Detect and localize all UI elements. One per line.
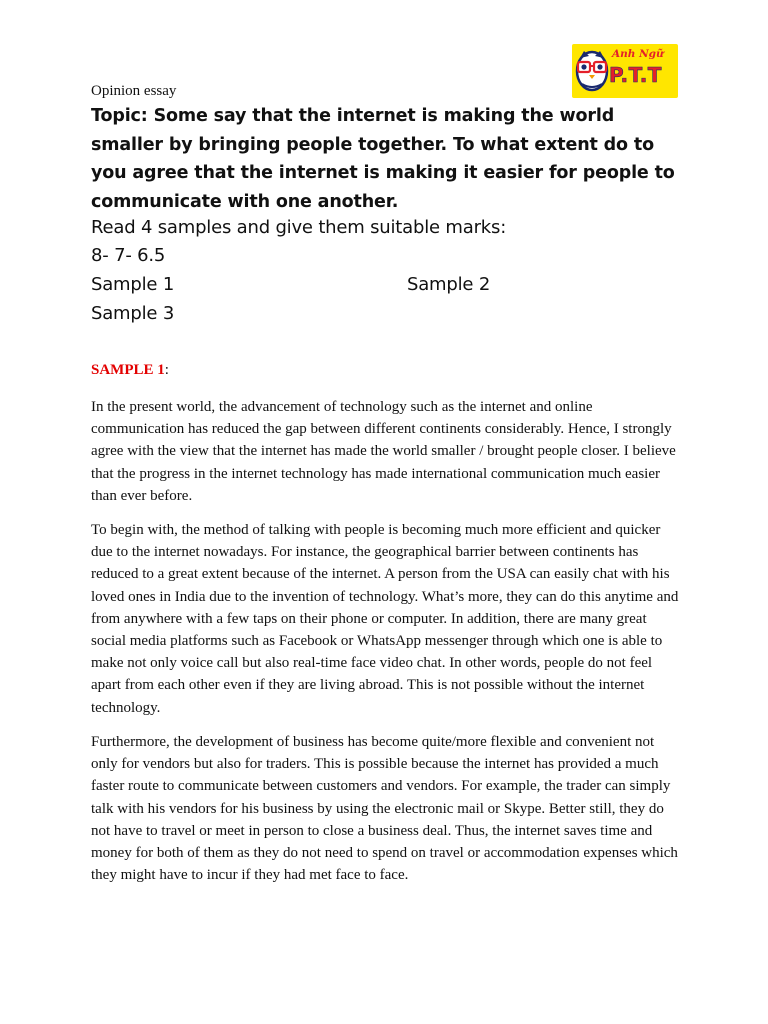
section-heading xyxy=(91,362,169,379)
section-heading-colon: : xyxy=(164,362,169,378)
document-type: Opinion essay xyxy=(91,83,177,99)
marks-list: 8- 7- 6.5 xyxy=(91,245,166,266)
paragraph-1: In the present world, the advancement of technology such as the internet and online communication has reduced the gap between different continents considerably. Hence, I strongly agree with the view that the internet has made the world smaller / brought people closer. I believe that the progress in the internet technology has made international communication much easier than ever before. xyxy=(91,399,676,504)
section-heading-label: SAMPLE 1 xyxy=(91,362,165,378)
logo-main-text: P.T.T xyxy=(609,63,662,87)
sample-label-1: Sample 1 xyxy=(91,274,175,295)
sample-label-3: Sample 3 xyxy=(91,303,175,324)
essay-topic: Topic: Some say that the internet is making the world smaller by bringing people together. To what extent do to you agree that the internet is making it easier for people to communicate with one another. xyxy=(91,106,675,212)
sample-label-2: Sample 2 xyxy=(407,274,491,295)
instruction: Read 4 samples and give them suitable marks: xyxy=(91,217,507,238)
paragraph-2: To begin with, the method of talking with people is becoming much more efficient and quicker due to the internet nowadays. For instance, the geographical barrier between continents has reduced to a great extent because of the internet. A person from the USA can easily chat with his loved ones in India due to the invention of technology. What’s more, they can do this anytime and from anywhere with a few taps on their phone or computer. In addition, there are many great social media platforms such as Facebook or WhatsApp messenger through which one is able to make not only voice call but also real-time face video chat. In other words, people do not feel apart from each other even if they are living abroad. This is not possible without the internet technology. xyxy=(91,522,679,716)
brand-logo xyxy=(572,44,678,98)
logo-script-text: Anh Ngữ xyxy=(612,48,664,60)
paragraph-3: Furthermore, the development of business has become quite/more flexible and convenient not only for vendors but also for traders. This is possible because the internet has provided a much faster route to communicate between customers and vendors. For example, the trader can simply talk with his vendors for his business by using the electronic mail or Skype. Better still, they do not have to travel or meet in person to close a business deal. Thus, the internet saves time and money for both of them as they do not need to spend on travel or accommodation expenses which they might have to incur if they had met face to face. xyxy=(91,734,678,884)
owl-icon xyxy=(572,44,612,98)
